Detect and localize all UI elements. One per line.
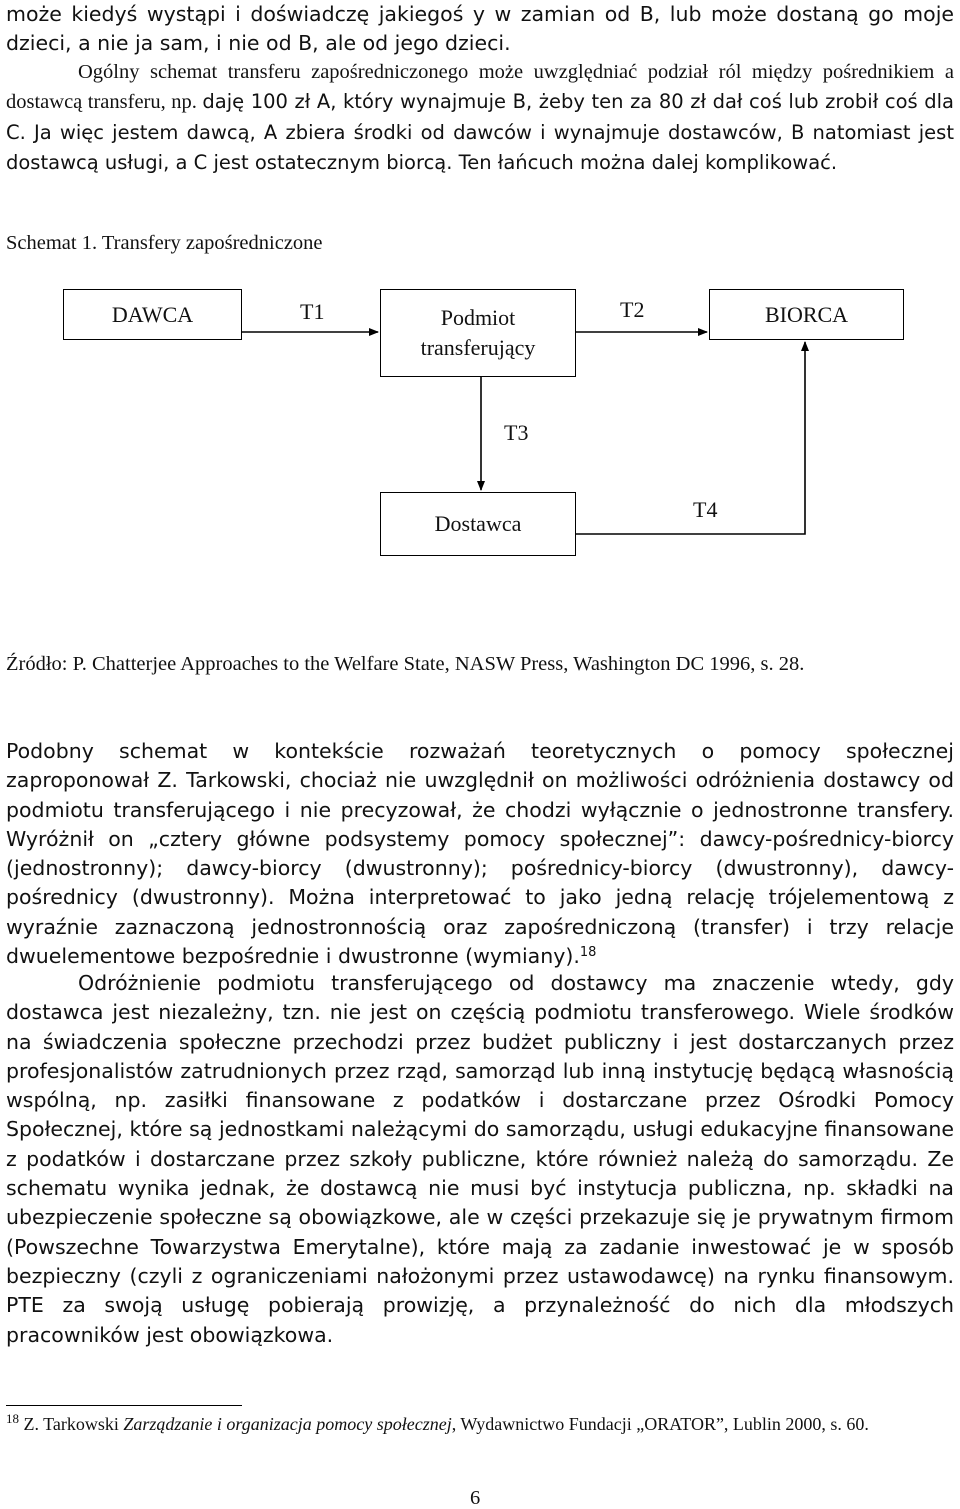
source-text: Źródło: P. Chatterjee Approaches to the Welfare State, NASW Press, Washington DC 1996, s. 28. [6, 653, 805, 675]
diagram-source [6, 650, 954, 679]
intermediary-label-line2: transferujący [420, 335, 536, 360]
footnote [6, 1412, 954, 1437]
edge-label-t4: T4 [693, 497, 718, 522]
footnote-number: 18 [6, 1411, 19, 1426]
provider-label: Dostawca [434, 511, 522, 536]
intermediary-label-line1: Podmiot [440, 305, 516, 330]
provider-paragraph [6, 969, 954, 1350]
arrow-t4 [576, 342, 805, 534]
tarkowski-text: Podobny schemat w kontekście rozważań teoretycznych o pomocy społecznej zaproponował Z. Tarkowski, chociaż nie uwzględnił on możliwości odróżnienia dostawcy od podmiotu transferującego i nie precyzował, że chodzi wyłącznie o jednostronne transfery. Wyróżnił on „cztery główne podsystemy pomocy społecznej”: dawcy-pośrednicy-biorcy (jednostronny); dawcy-biorcy (dwustronny); pośrednicy-biorcy (dwustronny), dawcy-pośrednicy (dwustronny). Można interpretować to jako jedną relację trójelementową z wyraźnie zaznaczoną jednostronnością oraz zapośredniczoną (transfer) i trzy relacje dwuelementowe bezpośrednie i dwustronne (wymiany). [6, 739, 954, 969]
diagram-caption: Schemat 1. Transfery zapośredniczone [6, 232, 323, 254]
provider-text: Odróżnienie podmiotu transferującego od dostawcy ma znaczenie wtedy, gdy dostawca jest niezależny, tzn. nie jest on częścią podmiotu transferowego. Wiele środków na świadczenia społeczne przechodzi przez budżet publiczny i jest dostarczanych przez profesjonalistów zatrudnionych przez rząd, samorząd lub inną instytucję będącą własnością wspólną, np. zasiłki finansowane z podatków i dostarczane przez Ośrodki Pomocy Społecznej, które są jednostkami należącymi do samorządu, usługi edukacyjne finansowane z podatków i dostarczane przez szkoły publiczne, które również należą do samorządu. Ze schematu wynika jednak, że dostawcą nie musi być instytucja publiczna, np. składki na ubezpieczenie społeczne są obowiązkowe, ale w części przekazuje się je prywatnym firmom (Powszechne Towarzystwa Emerytalne), które mają za zadanie inwestować je w sposób bezpieczny (czyli z ograniczeniami nałożonymi przez ustawodawcę) na rynku finansowym. PTE za swoją usługę pobierają prowizję, a przynależność do nich dla młodszych pracowników jest obowiązkowa. [6, 971, 954, 1347]
scheme-example: daję 100 zł A, który wynajmuje B, żeby ten za 80 zł dał coś lub zrobił coś dla C. [6, 90, 954, 144]
footnote-separator [6, 1405, 242, 1406]
intro-line: może kiedyś wystąpi i doświadczę jakiegoś y w zamian od B, lub może dostaną go moje dzieci, a nie ja sam, i nie od B, ale od jego dzieci. [6, 2, 954, 56]
footnote-ref: 18 [579, 945, 597, 961]
footnote-author: Z. Tarkowski [19, 1414, 124, 1434]
edge-label-t1: T1 [300, 299, 325, 324]
scheme-roles: Ja więc jestem dawcą, A zbiera środki od dawców i wynajmuje dostawców, B natomiast jest dostawcą usługi, a C jest ostatecznym biorcą. Ten łańcuch można dalej komplikować. [6, 120, 954, 174]
donor-label: DAWCA [111, 301, 194, 327]
tarkowski-paragraph [6, 737, 954, 971]
footnote-title: Zarządzanie i organizacja pomocy społecznej [123, 1414, 452, 1434]
page-number: 6 [470, 1487, 481, 1509]
edge-label-t2: T2 [620, 297, 645, 322]
edge-label-t3: T3 [504, 420, 529, 445]
recipient-label: BIORCA [764, 301, 849, 327]
scheme-paragraph-start: Ogólny schemat transferu zapośredniczonego może uwzględniać podział ról między pośrednikiem a dostawcą transferu, np. [6, 61, 954, 114]
diagram-arrows [0, 0, 960, 620]
footnote-rest: , Wydawnictwo Fundacji „ORATOR”, Lublin 2000, s. 60. [451, 1414, 869, 1434]
